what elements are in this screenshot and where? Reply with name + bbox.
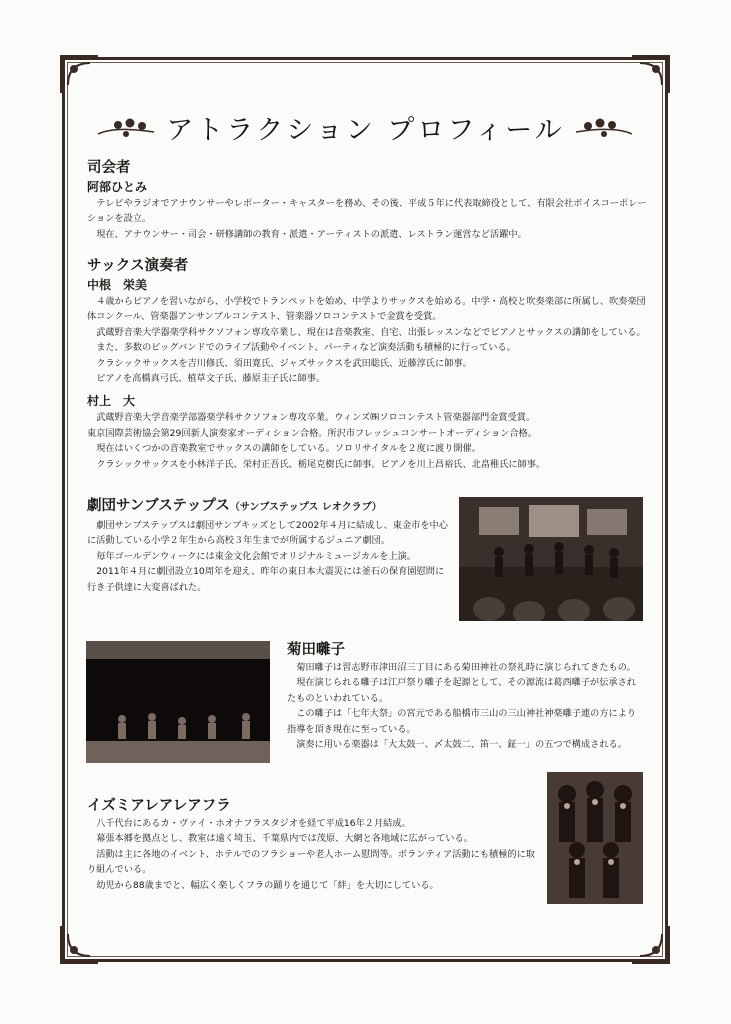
troupe-heading-sub: （サンブステップス レオクラブ） [229,502,382,513]
sax-player2-paragraph: 東京国際芸術協会第29回新人演奏家オーディション合格。所沢市フレッシュコンサートオーディション合格。 [87,427,537,439]
sax-player2-paragraph: 武蔵野音楽大学音楽学部器楽学科サクソフォン専攻卒業。ウィンズ㈱ソロコンテスト管楽器部門金賞受賞。 [96,412,536,424]
sax-player1-paragraph: また、多数のビッグバンドでのライブ活動やイベント、パーティなど演奏活動も積極的に行っている。 [96,342,516,354]
hayashi-paragraph: 菊田囃子は習志野市津田沼三丁目にある菊田神社の祭礼時に演じられてきたもの。 [296,662,636,673]
sax-player2-paragraph: クラシックサックスを小林洋子氏、栄村正吾氏、栃尾克樹氏に師事。ピアノを川上昌裕氏、北畠稚氏に師事。 [96,458,546,470]
sax-heading: サックス演奏者 [87,258,189,274]
mc-heading: 司会者 [87,160,131,176]
troupe-paragraph: 2011年４月に劇団設立10周年を迎え、昨年の東日本大震災には釜石の保育園慰問に行き子供達に大変喜ばれた。 [87,566,445,593]
sax-player1-paragraph: ピアノを高橋真弓氏、植草文子氏、藤原圭子氏に師事。 [96,373,326,385]
hula-paragraph: 活動は主に各地のイベント、ホテルでのフラショーや老人ホーム慰問等。ボランティア活動にも積極的に取り組んでいる。 [87,848,535,876]
hula-photo [547,772,643,904]
sax-player2-paragraph: 現在はいくつかの音楽教室でサックスの講師をしている。ソロリサイタルを２度に渡り開催。 [96,443,481,455]
hayashi-paragraph: 演奏に用いる楽器は「大太鼓一、〆太鼓二、笛一、鉦一」の五つで構成される。 [296,739,627,751]
hayashi-heading: 菊田囃子 [287,642,345,658]
sax-player2-name: 村上 大 [87,394,136,409]
floral-ornament-right-icon [574,116,634,142]
hula-section [87,796,537,893]
mc-section [87,158,647,242]
hula-paragraph: 幼児から88歳までと、幅広く楽しくフラの踊りを通じて「絆」を大切にしている。 [96,879,439,891]
corner-ornament-icon [630,924,670,964]
hula-heading: イズミアレアレアフラ [87,798,231,814]
sax-player1-paragraph: ４歳からピアノを習いながら、小学校でトランペットを始め、中学よりサックスを始める。中学・高校と吹奏楽部に所属し、吹奏楽団体コンクール、管楽器アンサンブルコンテスト、管楽器ソロコンテストで金賞を受賞。 [87,296,646,323]
troupe-paragraph: 毎年ゴールデンウィークには東金文化会館でオリジナルミュージカルを上演。 [96,550,417,562]
troupe-heading: 劇団サンブステップス [87,498,230,514]
troupe-section [87,496,449,595]
troupe-photo [459,497,643,621]
mc-paragraph: 現在、アナウンサー・司会・研修講師の教育・派遣・アーティストの派遣、レストラン運営など活躍中。 [96,228,527,240]
corner-ornament-icon [60,924,100,964]
page-title: アトラクション プロフィール [166,115,565,146]
hayashi-photo [86,641,270,763]
hula-paragraph: 八千代台にあるカ・ヴァイ・ホオナフラスタジオを経て平成16年２月結成。 [96,818,411,829]
hula-paragraph: 幕張本郷を拠点とし、教室は遠く埼玉、千葉県内では茂原、大網と各地域に広がっている。 [96,833,473,845]
hayashi-section [287,640,645,752]
sax-section [87,256,647,472]
mc-name: 阿部ひとみ [87,180,148,194]
sax-player1-name: 中根 栄美 [87,278,148,292]
corner-ornament-icon [60,55,100,95]
sax-player1-paragraph: クラシックサックスを吉川修氏、須田寛氏、ジャズサックスを武田聡氏、近藤淳氏に師事。 [96,357,472,369]
sax-player1-paragraph: 武蔵野音楽大学器楽学科サクソフォン専攻卒業し、現在は音楽教室、自宅、出張レッスンなどでピアノとサックスの講師をしている。 [96,326,646,338]
hayashi-paragraph: 現在演じられる囃子は江戸祭り囃子を起源として、その源流は葛西囃子が伝承されたものといわれている。 [287,677,636,704]
hayashi-paragraph: この囃子は「七年大祭」の宮元である船橋市三山の三山神社神楽囃子連の方により指導を頂き現在に至っている。 [287,708,637,735]
mc-paragraph: テレビやラジオでアナウンサーやレポーター・キャスターを務め、その後、平成５年に代表取締役として、有限会社ボイスコーポレーションを設立。 [87,198,647,225]
troupe-paragraph: 劇団サンブステップスは劇団サンブキッズとして2002年４月に結成し、東金市を中心に活動している小学２年生から高校３年生までが所属するジュニア劇団。 [87,520,448,547]
corner-ornament-icon [630,55,670,95]
